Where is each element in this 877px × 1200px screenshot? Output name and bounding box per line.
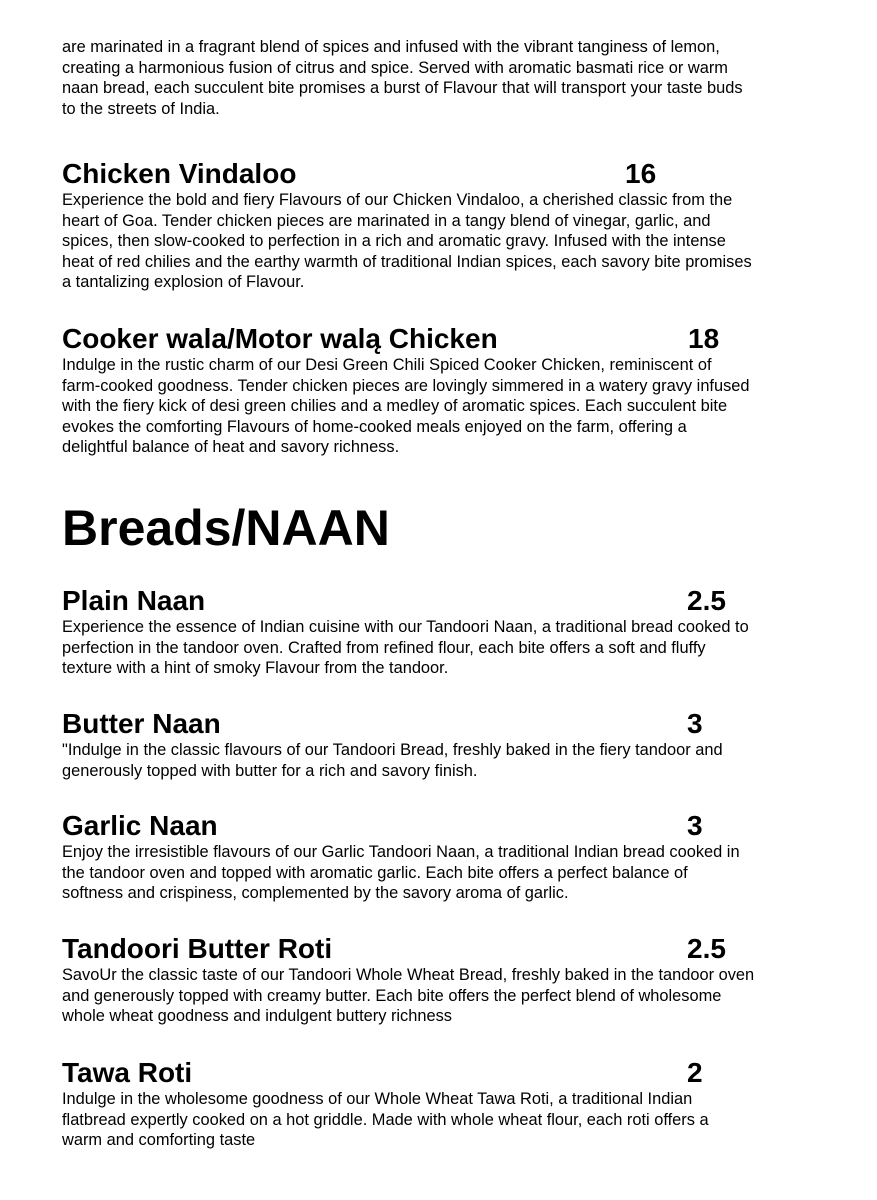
menu-item-garlic-naan xyxy=(62,810,877,904)
menu-item-cooker-wala-chicken xyxy=(62,323,877,458)
menu-item-header xyxy=(62,1057,877,1089)
intro-description: are marinated in a fragrant blend of spices and infused with the vibrant tanginess of lemon, creating a harmonious fusion of citrus and spice. Served with aromatic basmati rice or warm naan bread, each succulent bite promises a burst of Flavour that will transport your taste buds to the streets of India. xyxy=(62,38,743,118)
menu-item-price: 3 xyxy=(687,708,703,739)
menu-item-description: Experience the essence of Indian cuisine with our Tandoori Naan, a traditional bread cooked to perfection in the tandoor oven. Crafted from refined flour, each bite offers a soft and fluffy texture with a hint of smoky Flavour from the tandoor. xyxy=(62,618,749,678)
menu-item-price: 18 xyxy=(688,323,720,354)
menu-item-price: 2.5 xyxy=(687,585,726,616)
menu-item-butter-naan xyxy=(62,708,877,781)
menu-item-header xyxy=(62,323,877,355)
menu-item-name: Butter Naan xyxy=(62,708,221,739)
menu-item-description: Indulge in the wholesome goodness of our Whole Wheat Tawa Roti, a traditional Indian flatbread expertly cooked on a hot griddle. Made with whole wheat flour, each roti offers a warm and comforting taste xyxy=(62,1090,709,1150)
menu-item-header xyxy=(62,708,877,740)
menu-item-header xyxy=(62,585,877,617)
menu-item-description: Indulge in the rustic charm of our Desi Green Chili Spiced Cooker Chicken, reminiscent of farm-cooked goodness. Tender chicken pieces are lovingly simmered in a watery gravy infused with the fiery kick of desi green chilies and a medley of aromatic spices. Each succulent bite evokes the comforting Flavours of home-cooked meals enjoyed on the farm, offering a delightful balance of heat and savory richness. xyxy=(62,356,750,457)
menu-item-plain-naan xyxy=(62,585,877,679)
menu-item-header xyxy=(62,810,877,842)
menu-item-tawa-roti xyxy=(62,1057,877,1151)
menu-item-tandoori-butter-roti xyxy=(62,933,877,1027)
menu-item-description: "Indulge in the classic flavours of our Tandoori Bread, freshly baked in the fiery tandoor and generously topped with butter for a rich and savory finish. xyxy=(62,741,723,780)
menu-item-price: 2 xyxy=(687,1057,703,1088)
menu-item-name: Cooker wala/Motor walą Chicken xyxy=(62,323,498,354)
menu-item-header xyxy=(62,158,877,190)
section-title-breads: Breads/NAAN xyxy=(62,500,390,556)
menu-item-name: Chicken Vindaloo xyxy=(62,158,297,189)
menu-item-price: 3 xyxy=(687,810,703,841)
menu-item-price: 2.5 xyxy=(687,933,726,964)
menu-item-name: Tandoori Butter Roti xyxy=(62,933,333,964)
menu-item-name: Garlic Naan xyxy=(62,810,218,841)
menu-item-header xyxy=(62,933,877,965)
menu-item-description: Experience the bold and fiery Flavours of our Chicken Vindaloo, a cherished classic from the heart of Goa. Tender chicken pieces are marinated in a tangy blend of vinegar, garlic, and spices, then slow-cooked to perfection in a rich and aromatic gravy. Infused with the intense heat of red chilies and the earthy warmth of traditional Indian spices, each savory bite promises a tantalizing explosion of Flavour. xyxy=(62,191,752,292)
menu-item-description: SavoUr the classic taste of our Tandoori Whole Wheat Bread, freshly baked in the tandoor oven and generously topped with creamy butter. Each bite offers the perfect blend of wholesome whole wheat goodness and indulgent buttery richness xyxy=(62,966,755,1026)
menu-item-price: 16 xyxy=(625,158,657,189)
menu-item-name: Tawa Roti xyxy=(62,1057,193,1088)
menu-item-chicken-vindaloo xyxy=(62,158,877,293)
menu-item-description: Enjoy the irresistible flavours of our Garlic Tandoori Naan, a traditional Indian bread cooked in the tandoor oven and topped with aromatic garlic. Each bite offers a perfect balance of softness and crispiness, complemented by the savory aroma of garlic. xyxy=(62,843,740,903)
menu-item-name: Plain Naan xyxy=(62,585,206,616)
